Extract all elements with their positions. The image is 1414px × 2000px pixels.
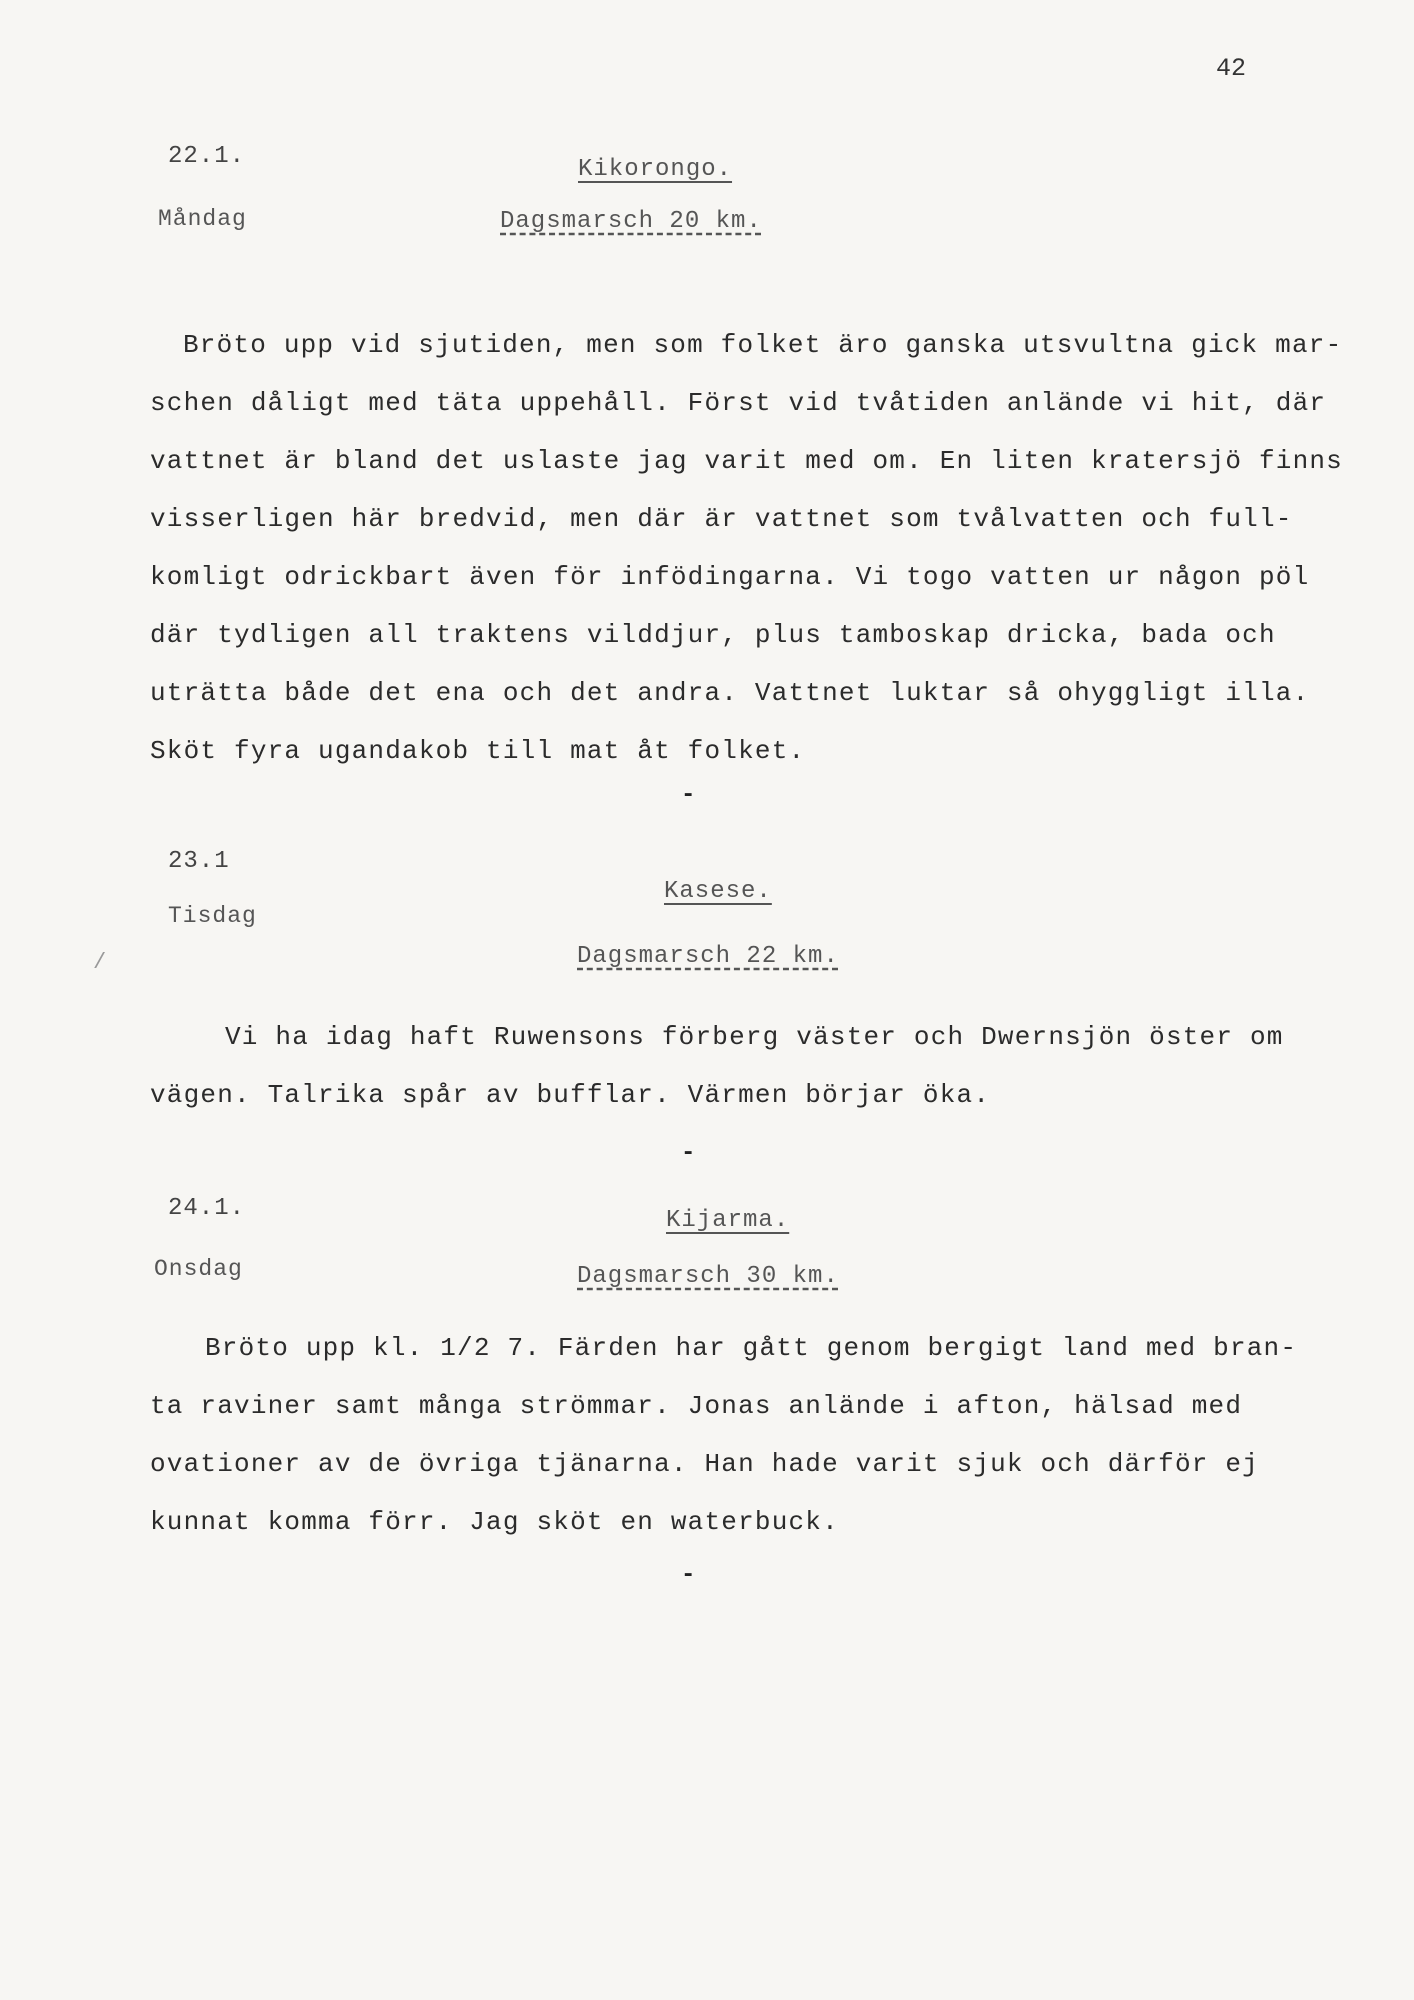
stray-pen-mark: / — [93, 950, 107, 975]
text-line: där tydligen all traktens vilddjur, plus tamboskap dricka, bada och — [150, 620, 1276, 650]
entry-place: Kasese. — [664, 878, 772, 905]
text-line: ta raviner samt många strömmar. Jonas anlände i afton, hälsad med — [150, 1391, 1243, 1421]
text-line: visserligen här bredvid, men där är vattnet som tvålvatten och full- — [150, 504, 1293, 534]
entry-march: Dagsmarsch 22 km. — [577, 943, 839, 970]
entry-place: Kijarma. — [666, 1207, 790, 1234]
entry-place: Kikorongo. — [578, 156, 733, 183]
entry-weekday: Tisdag — [168, 903, 257, 929]
text-line: Vi ha idag haft Ruwensons förberg väster och Dwernsjön öster om — [225, 1022, 1284, 1052]
entry-date: 23.1 — [168, 848, 230, 875]
entry-date: 24.1. — [168, 1195, 246, 1222]
text-line: vägen. Talrika spår av bufflar. Värmen börjar öka. — [150, 1080, 991, 1110]
entry-separator: - — [681, 1140, 696, 1167]
entry-separator: - — [681, 1562, 696, 1589]
page-number: 42 — [1216, 54, 1247, 83]
text-line: ovationer av de övriga tjänarna. Han hade varit sjuk och därför ej — [150, 1449, 1259, 1479]
entry-separator: - — [681, 782, 696, 809]
entry-march: Dagsmarsch 30 km. — [577, 1263, 839, 1290]
text-line: komligt odrickbart även för infödingarna. Vi togo vatten ur någon pöl — [150, 562, 1310, 592]
entry-date: 22.1. — [168, 143, 246, 170]
text-line: Bröto upp kl. 1/2 7. Färden har gått genom bergigt land med bran- — [205, 1333, 1298, 1363]
entry-weekday: Onsdag — [154, 1256, 243, 1282]
text-line: schen dåligt med täta uppehåll. Först vid tvåtiden anlände vi hit, där — [150, 388, 1327, 418]
text-line: Bröto upp vid sjutiden, men som folket äro ganska utsvultna gick mar- — [183, 330, 1343, 360]
entry-march: Dagsmarsch 20 km. — [500, 208, 762, 235]
text-line: uträtta både det ena och det andra. Vattnet luktar så ohyggligt illa. — [150, 678, 1310, 708]
text-line: Sköt fyra ugandakob till mat åt folket. — [150, 736, 806, 766]
text-line: kunnat komma förr. Jag sköt en waterbuck. — [150, 1507, 839, 1537]
text-line: vattnet är bland det uslaste jag varit med om. En liten kratersjö finns — [150, 446, 1343, 476]
entry-weekday: Måndag — [158, 206, 247, 232]
